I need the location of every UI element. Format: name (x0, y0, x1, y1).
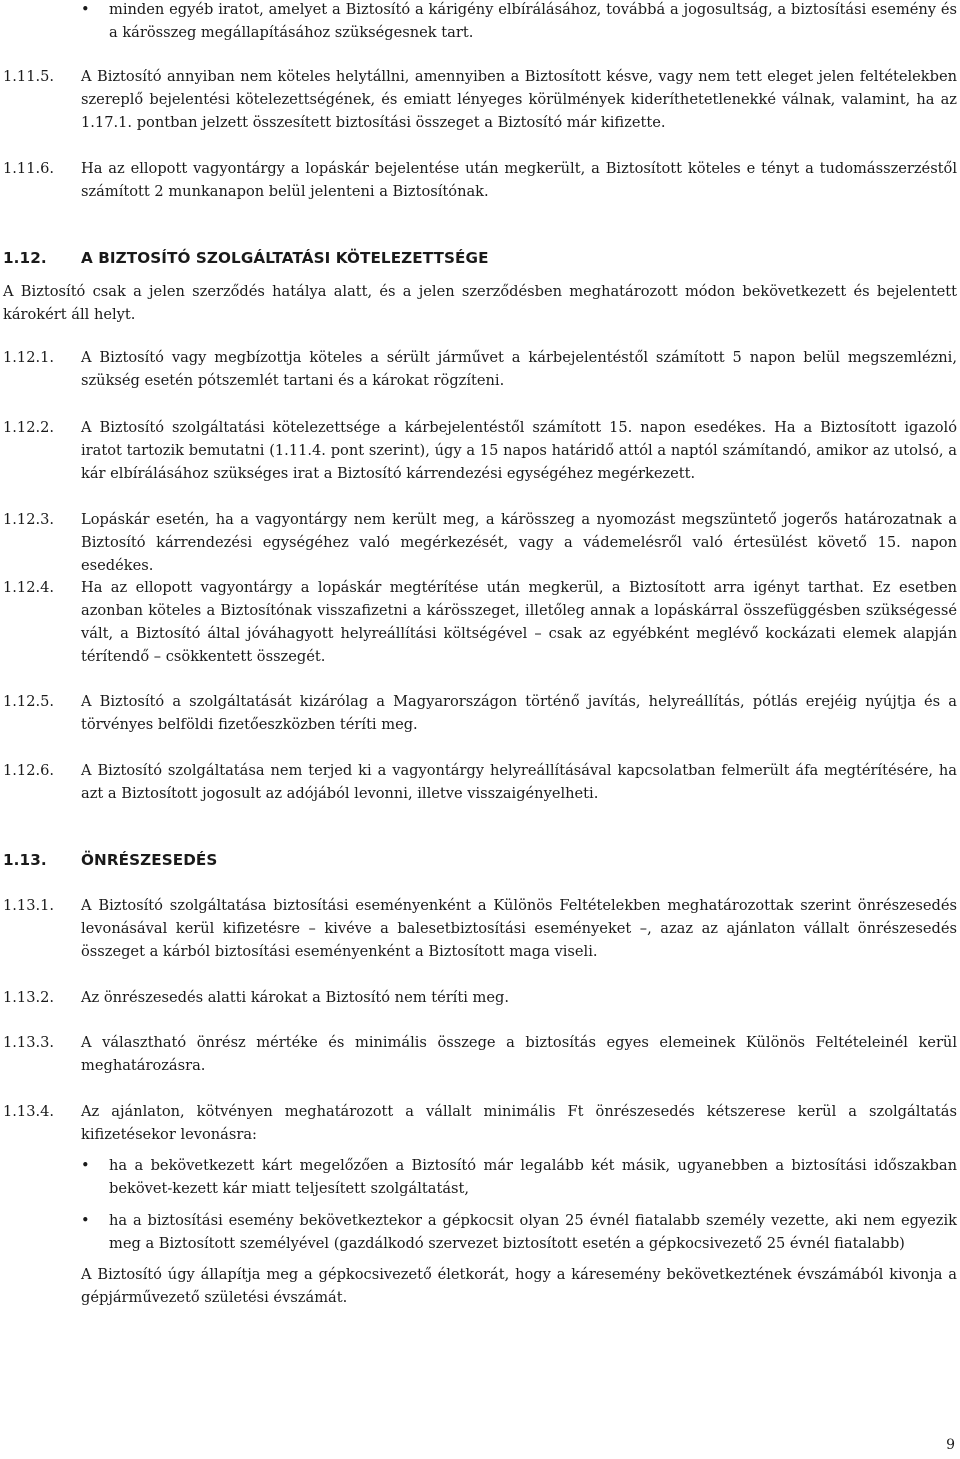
clause-number: 1.13.4. (3, 1103, 55, 1120)
clause-text: Ha az ellopott vagyontárgy a lopáskár bejelentése után megkerült, a Biztosított köteles e tényt a tudomásszerzéstől számított 2 munkanapon belül jelenteni a Biztosítónak. (81, 160, 957, 200)
clause-text: A Biztosító a szolgáltatását kizárólag a Magyarországon történő javítás, helyreállítás, pótlás erejéig nyújtja és a törvényes belföldi fizetőeszközben téríti meg. (81, 693, 957, 733)
clause-text: Ha az ellopott vagyontárgy a lopáskár megtérítése után megkerül, a Biztosított arra igényt tarthat. Ez esetben azonban köteles a Biztosítónak visszafizetni a kárösszeget, illetőleg annak a lopáskárral összefüggésben szükségessé vált, a Biztosító által jóváhagyott helyreállítási költségével – csak az egyébként meglévő kockázati elemek alapján térítendő – csökkentett összegét. (81, 579, 957, 665)
section-intro: A Biztosító csak a jelen szerződés hatálya alatt, és a jelen szerződésben meghatározott módon bekövetkezett és bejelentett károkért áll helyt. (3, 283, 957, 323)
clause-number: 1.11.5. (3, 68, 55, 85)
clause-text: Lopáskár esetén, ha a vagyontárgy nem került meg, a kárösszeg a nyomozást megszüntető jogerős határozatnak a Biztosító kárrendezési egységéhez való megérkezését, vagy a vádemelésről való értesülést követő 15. napon esedékes. (81, 511, 957, 574)
clause-text: A Biztosító szolgáltatása nem terjed ki a vagyontárgy helyreállításával kapcsolatban felmerült áfa megtérítésére, ha azt a Biztosított jogosult az adójából levonni, illetve visszaigényelheti. (81, 762, 957, 802)
clause-number: 1.12.5. (3, 693, 55, 710)
section-number: 1.13. (3, 851, 47, 869)
bullet-item: minden egyéb iratot, amelyet a Biztosító a kárigény elbírálásához, továbbá a jogosultság, a biztosítási esemény és a kárösszeg megállapításához szükségesnek tart. (109, 1, 957, 41)
bullet-item: ha a bekövetkezett kárt megelőzően a Biztosító már legalább két másik, ugyanebben a biztosítási időszakban bekövet-kezett kár miatt teljesített szolgáltatást, (109, 1157, 957, 1197)
clause-text: Az ajánlaton, kötvényen meghatározott a vállalt minimális Ft önrészesedés kétszerese kerül a szolgáltatás kifizetésekor levonásra: (81, 1103, 957, 1143)
clause-text: A Biztosító vagy megbízottja köteles a sérült járművet a kárbejelentéstől számított 5 napon belül megszemlézni, szükség esetén pótszemlét tartani és a károkat rögzíteni. (81, 349, 957, 389)
clause-number: 1.12.1. (3, 349, 55, 366)
bullet-symbol: • (81, 1, 90, 18)
clause-number: 1.13.1. (3, 897, 55, 914)
section-title: A BIZTOSÍTÓ SZOLGÁLTATÁSI KÖTELEZETTSÉGE (81, 249, 489, 267)
section-title: ÖNRÉSZESEDÉS (81, 851, 218, 869)
clause-number: 1.12.6. (3, 762, 55, 779)
clause-number: 1.12.2. (3, 419, 55, 436)
clause-text: A választható önrész mértéke és minimális összege a biztosítás egyes elemeinek Különös Feltételeinél kerül meghatározásra. (81, 1034, 957, 1074)
clause-text: Az önrészesedés alatti károkat a Biztosító nem téríti meg. (81, 989, 509, 1006)
clause-text: A Biztosító szolgáltatása biztosítási eseményenként a Különös Feltételekben meghatározottak szerint önrészesedés levonásával kerül kifizetésre – kivéve a balesetbiztosítási eseményeket –, azaz az ajánlaton vállalt önrészesedés összeget a kárból biztosítási eseményenként a Biztosított maga viseli. (81, 897, 957, 960)
clause-number: 1.12.3. (3, 511, 55, 528)
clause-number: 1.13.2. (3, 989, 55, 1006)
clause-text: A Biztosító annyiban nem köteles helytállni, amennyiben a Biztosított késve, vagy nem tett eleget jelen feltételekben szereplő bejelentési kötelezettségének, és emiatt lényeges körülmények kideríthetetlenekké válnak, valamint, ha az 1.17.1. pontban jelzett összesített biztosítási összeget a Biztosító már kifizette. (81, 68, 957, 131)
clause-number: 1.11.6. (3, 160, 55, 177)
page-number: 9 (946, 1437, 955, 1453)
section-number: 1.12. (3, 249, 47, 267)
bullet-item: ha a biztosítási esemény bekövetkeztekor a gépkocsit olyan 25 évnél fiatalabb személy vezette, aki nem egyezik meg a Biztosított személyével (gazdálkodó szervezet biztosított esetén a gépkocsivezető 25 évnél fiatalabb) (109, 1212, 957, 1252)
bullet-symbol: • (81, 1157, 90, 1174)
clause-text: A Biztosító szolgáltatási kötelezettsége a kárbejelentéstől számított 15. napon esedékes. Ha a Biztosított igazoló iratot tartozik bemutatni (1.11.4. pont szerint), úgy a 15 napos határidő attól a naptól számítandó, amikor az utolsó, a kár elbírálásához szükséges irat a Biztosító kárrendezési egységéhez megérkezett. (81, 419, 957, 482)
closing-paragraph: A Biztosító úgy állapítja meg a gépkocsivezető életkorát, hogy a káresemény bekövetkeztének évszámából kivonja a gépjárművezető születési évszámát. (81, 1266, 957, 1306)
bullet-symbol: • (81, 1212, 90, 1229)
clause-number: 1.12.4. (3, 579, 55, 596)
clause-number: 1.13.3. (3, 1034, 55, 1051)
